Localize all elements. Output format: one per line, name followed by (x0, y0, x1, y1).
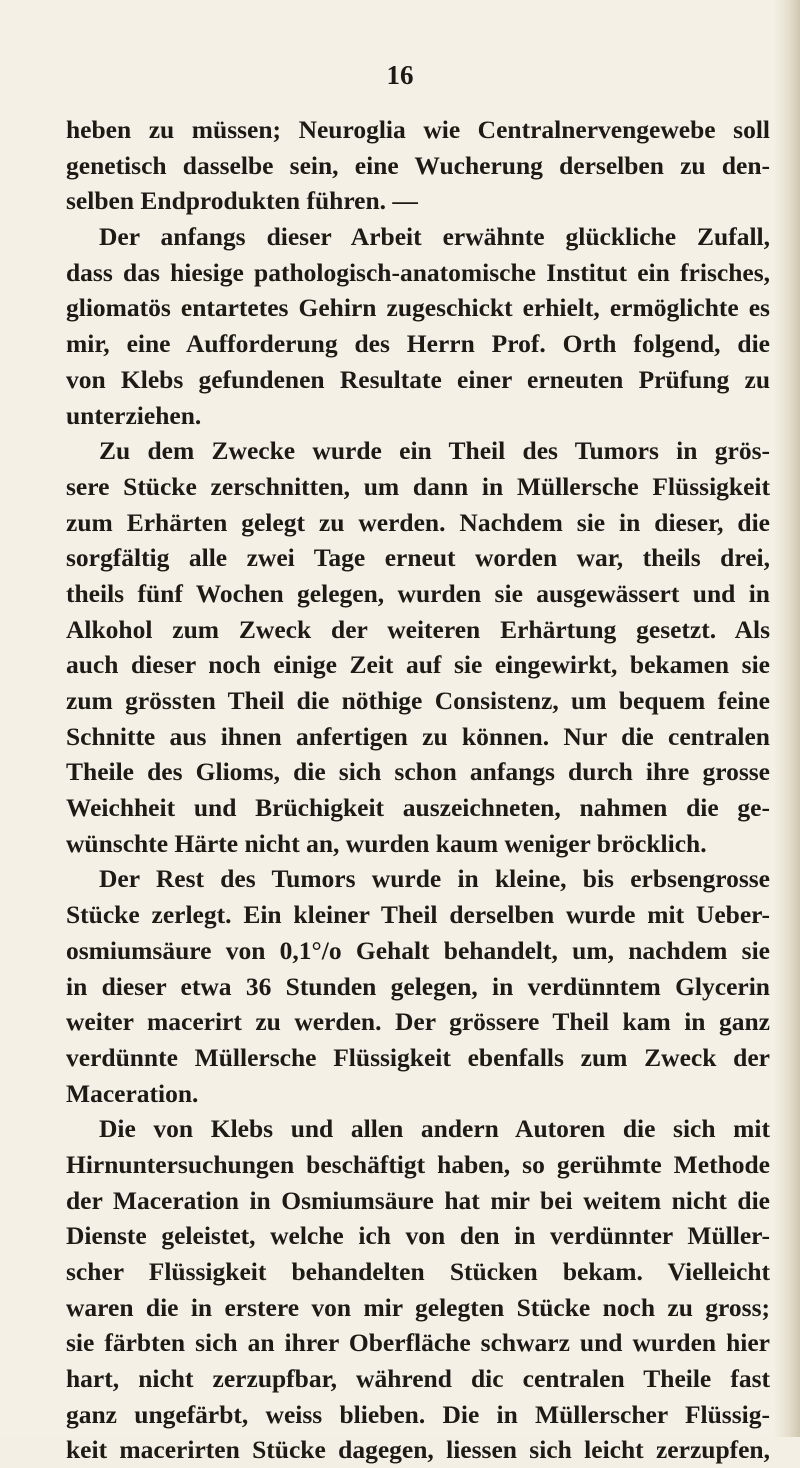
text-line: Stücke zerlegt. Ein kleiner Theil derselben wurde mit Ueber- (66, 900, 770, 930)
text-line: weiter macerirt zu werden. Der grössere Theil kam in ganz (66, 1007, 770, 1037)
text-line: Zu dem Zwecke wurde ein Theil des Tumors in grös- (99, 436, 770, 466)
text-line: heben zu müssen; Neuroglia wie Centralnervengewebe soll (66, 115, 770, 144)
text-line: auch dieser noch einige Zeit auf sie eingewirkt, bekamen sie (66, 650, 770, 680)
text-line: von Klebs gefundenen Resultate einer erneuten Prüfung zu (66, 364, 770, 394)
page-number: 16 (386, 60, 414, 90)
text-line: waren die in erstere von mir gelegten Stücke noch zu gross; (66, 1292, 770, 1322)
text-line: theils fünf Wochen gelegen, wurden sie ausgewässert und in (66, 578, 770, 608)
text-line: hart, nicht zerzupfbar, während dic centralen Theile fast (66, 1364, 770, 1394)
text-line: scher Flüssigkeit behandelten Stücken bekam. Vielleicht (66, 1257, 770, 1286)
text-line: Die von Klebs und allen andern Autoren die sich mit (99, 1114, 770, 1144)
text-line: Der Rest des Tumors wurde in kleine, bis erbsengrosse (99, 864, 770, 894)
text-line: wünschte Härte nicht an, wurden kaum weniger bröcklich. (66, 828, 707, 858)
text-line: unterziehen. (66, 400, 202, 430)
text-line: der Maceration in Osmiumsäure hat mir bei weitem nicht die (66, 1185, 770, 1215)
text-line: sorgfältig alle zwei Tage erneut worden war, theils drei, (66, 543, 770, 573)
page-edge-shadow (774, 0, 800, 1437)
text-line: sie färbten sich an ihrer Oberfläche schwarz und wurden hier (66, 1328, 770, 1358)
text-line: selben Endprodukten führen. — (66, 186, 418, 216)
text-line: ganz ungefärbt, weiss blieben. Die in Müllerscher Flüssig- (66, 1399, 770, 1429)
text-line: sere Stücke zerschnitten, um dann in Müllersche Flüssigkeit (66, 471, 770, 501)
text-line: Alkohol zum Zweck der weiteren Erhärtung gesetzt. Als (66, 614, 770, 644)
text-line: Schnitte aus ihnen anfertigen zu können. Nur die centralen (66, 721, 770, 751)
text-line: dass das hiesige pathologisch-anatomische Institut ein frisches, (66, 257, 770, 287)
text-line: mir, eine Aufforderung des Herrn Prof. Orth folgend, die (66, 329, 770, 359)
text-line: Weichheit und Brüchigkeit auszeichneten, nahmen die ge- (66, 793, 770, 823)
text-line: gliomatös entartetes Gehirn zugeschickt erhielt, ermöglichte es (66, 293, 770, 323)
text-line: zum grössten Theil die nöthige Consistenz, um bequem feine (66, 686, 770, 715)
text-line: keit macerirten Stücke dagegen, liessen sich leicht zerzupfen, (66, 1435, 770, 1465)
text-line: verdünnte Müllersche Flüssigkeit ebenfalls zum Zweck der (66, 1042, 770, 1072)
text-line: Theile des Glioms, die sich schon anfangs durch ihre grosse (66, 757, 770, 787)
text-line: genetisch dasselbe sein, eine Wucherung derselben zu den- (66, 150, 770, 180)
text-line: Maceration. (66, 1078, 199, 1108)
text-line: osmiumsäure von 0,1°/o Gehalt behandelt, um, nachdem sie (66, 935, 770, 965)
text-line: zum Erhärten gelegt zu werden. Nachdem sie in dieser, die (66, 507, 770, 537)
text-line: Der anfangs dieser Arbeit erwähnte glückliche Zufall, (99, 222, 770, 252)
body-text (66, 112, 770, 1468)
text-line: in dieser etwa 36 Stunden gelegen, in verdünntem Glycerin (66, 971, 770, 1001)
text-line: Dienste geleistet, welche ich von den in verdünnter Müller- (66, 1221, 770, 1251)
text-line: Hirnuntersuchungen beschäftigt haben, so gerühmte Methode (66, 1149, 770, 1179)
